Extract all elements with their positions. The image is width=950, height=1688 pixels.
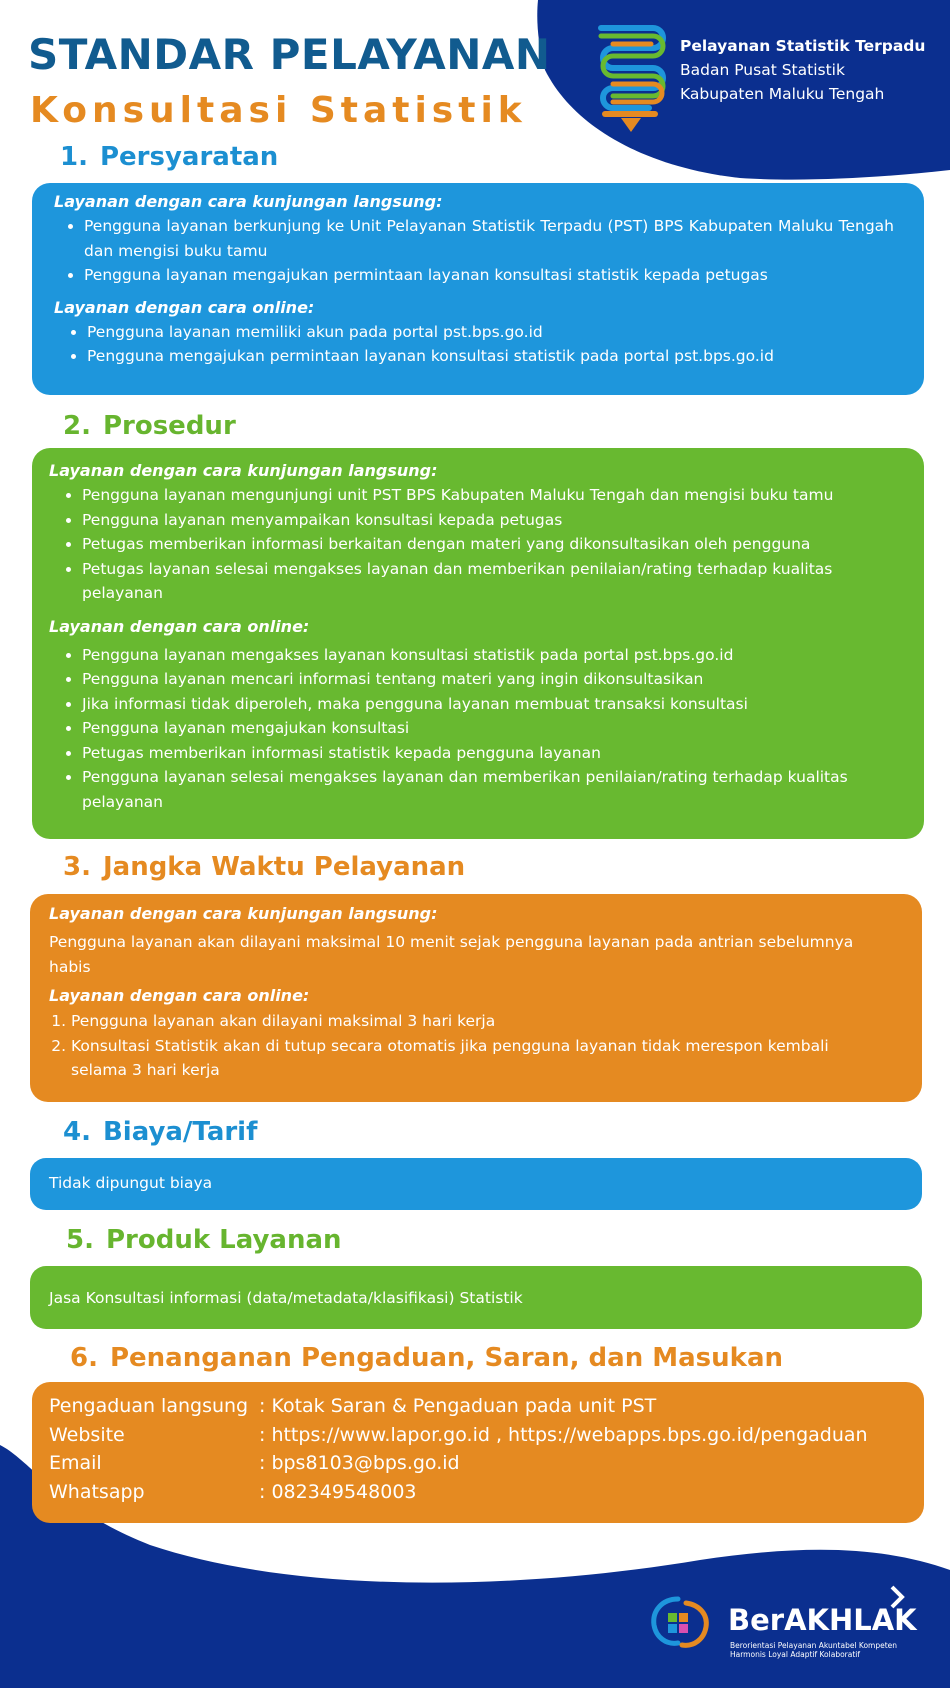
tagline-line: Berorientasi Pelayanan Akuntabel Kompeten [730, 1641, 898, 1650]
section-number: 2. [63, 411, 91, 441]
list-item: • Pengguna layanan memiliki akun pada portal pst.bps.go.id [87, 320, 894, 345]
list-item: • Pengguna layanan berkunjung ke Unit Pelayanan Statistik Terpadu (PST) BPS Kabupaten Maluku Tengah dan mengisi buku tamu [84, 214, 894, 263]
produk-box [30, 1266, 922, 1329]
section-number: 5. [66, 1225, 94, 1255]
section-number: 3. [63, 852, 91, 882]
offline-list [49, 483, 902, 606]
section-prosedur-heading [63, 411, 236, 441]
biaya-text: Tidak dipungut biaya [49, 1174, 213, 1192]
pst-logo-icon [595, 22, 673, 132]
list-item: • Petugas layanan selesai mengakses layanan dan memberikan penilaian/rating terhadap kualitas pelayanan [82, 557, 902, 606]
page-subtitle: Konsultasi Statistik [30, 90, 527, 131]
persyaratan-box [32, 183, 924, 395]
online-heading: Layanan dengan cara online: [49, 616, 310, 636]
list-item: 2. Konsultasi Statistik akan di tutup secara otomatis jika pengguna layanan tidak merespon kembali selama 3 hari kerja [71, 1034, 882, 1083]
section-biaya-heading [63, 1117, 257, 1147]
list-item: • Petugas memberikan informasi berkaitan dengan materi yang dikonsultasikan oleh pengguna [82, 532, 902, 557]
online-heading: Layanan dengan cara online: [49, 986, 310, 1005]
offline-heading: Layanan dengan cara kunjungan langsung: [54, 192, 443, 211]
berakhlak-tagline [730, 1641, 930, 1659]
section-number: 6. [70, 1343, 98, 1373]
offline-heading: Layanan dengan cara kunjungan langsung: [49, 904, 438, 923]
contact-row-email [49, 1449, 916, 1478]
offline-heading: Layanan dengan cara kunjungan langsung: [49, 461, 438, 480]
contact-label: Website [49, 1423, 125, 1446]
section-number: 1. [60, 142, 88, 172]
contact-label: Pengaduan langsung [49, 1395, 249, 1417]
contact-label: Email [49, 1452, 102, 1474]
section-title: Prosedur [102, 411, 236, 441]
section-persyaratan-heading [60, 142, 278, 172]
list-item: • Pengguna layanan menyampaikan konsultasi kepada petugas [82, 508, 902, 533]
section-title: Biaya/Tarif [102, 1117, 258, 1147]
organization-block [680, 34, 925, 106]
contact-label: Whatsapp [49, 1480, 145, 1503]
pengaduan-box [32, 1382, 924, 1523]
section-title: Persyaratan [99, 142, 279, 172]
section-pengaduan-heading [70, 1343, 783, 1373]
section-number: 4. [63, 1117, 91, 1147]
section-title: Produk Layanan [105, 1225, 342, 1255]
section-title: Penanganan Pengaduan, Saran, dan Masukan [109, 1343, 783, 1373]
whatsapp-number: : 082349548003 [259, 1480, 417, 1503]
org-name: Pelayanan Statistik Terpadu [680, 37, 926, 55]
contact-value: : Kotak Saran & Pengaduan pada unit PST [259, 1395, 657, 1417]
contact-row-website [49, 1421, 916, 1450]
list-item: • Pengguna layanan mencari informasi tentang materi yang ingin dikonsultasikan [82, 667, 902, 692]
email-link[interactable]: : bps8103@bps.go.id [259, 1452, 460, 1474]
list-item: • Pengguna layanan mengajukan konsultasi [82, 716, 902, 741]
list-item: • Pengguna mengajukan permintaan layanan konsultasi statistik pada portal pst.bps.go.id [87, 344, 894, 369]
contact-row-whatsapp [49, 1478, 916, 1507]
online-list [49, 1009, 882, 1083]
list-item: • Jika informasi tidak diperoleh, maka pengguna layanan membuat transaksi konsultasi [82, 692, 902, 717]
section-title: Jangka Waktu Pelayanan [102, 852, 466, 882]
contact-row-langsung [49, 1392, 916, 1421]
section-jangka-waktu-heading [63, 852, 465, 882]
list-item: 1. Pengguna layanan akan dilayani maksimal 3 hari kerja [71, 1009, 882, 1034]
org-region: Kabupaten Maluku Tengah [680, 85, 885, 103]
online-heading: Layanan dengan cara online: [54, 297, 315, 317]
jangka-waktu-box [30, 894, 922, 1102]
produk-text: Jasa Konsultasi informasi (data/metadata/klasifikasi) Statistik [49, 1289, 523, 1307]
list-item: • Petugas memberikan informasi statistik kepada pengguna layanan [82, 741, 902, 766]
prosedur-box [32, 448, 924, 839]
list-item: • Pengguna layanan mengakses layanan konsultasi statistik pada portal pst.bps.go.id [82, 643, 902, 668]
page-title: STANDAR PELAYANAN [28, 30, 551, 79]
biaya-box [30, 1158, 922, 1210]
berakhlak-emblem-icon [648, 1593, 718, 1653]
section-produk-heading [66, 1225, 342, 1255]
online-list [49, 643, 902, 815]
berakhlak-wordmark: BerAKHLAK [728, 1603, 917, 1637]
website-links[interactable]: : https://www.lapor.go.id , https://webapps.bps.go.id/pengaduan [259, 1423, 868, 1446]
offline-text: Pengguna layanan akan dilayani maksimal 10 menit sejak pengguna layanan pada antrian sebelumnya habis [49, 933, 854, 976]
list-item: • Pengguna layanan selesai mengakses layanan dan memberikan penilaian/rating terhadap kualitas pelayanan [82, 765, 902, 814]
offline-list [54, 214, 894, 288]
org-agency: Badan Pusat Statistik [680, 61, 845, 79]
tagline-line: Harmonis Loyal Adaptif Kolaboratif [730, 1650, 861, 1659]
list-item: • Pengguna layanan mengajukan permintaan layanan konsultasi statistik kepada petugas [84, 263, 894, 288]
online-list [54, 320, 894, 369]
list-item: • Pengguna layanan mengunjungi unit PST BPS Kabupaten Maluku Tengah dan mengisi buku tamu [82, 483, 902, 508]
